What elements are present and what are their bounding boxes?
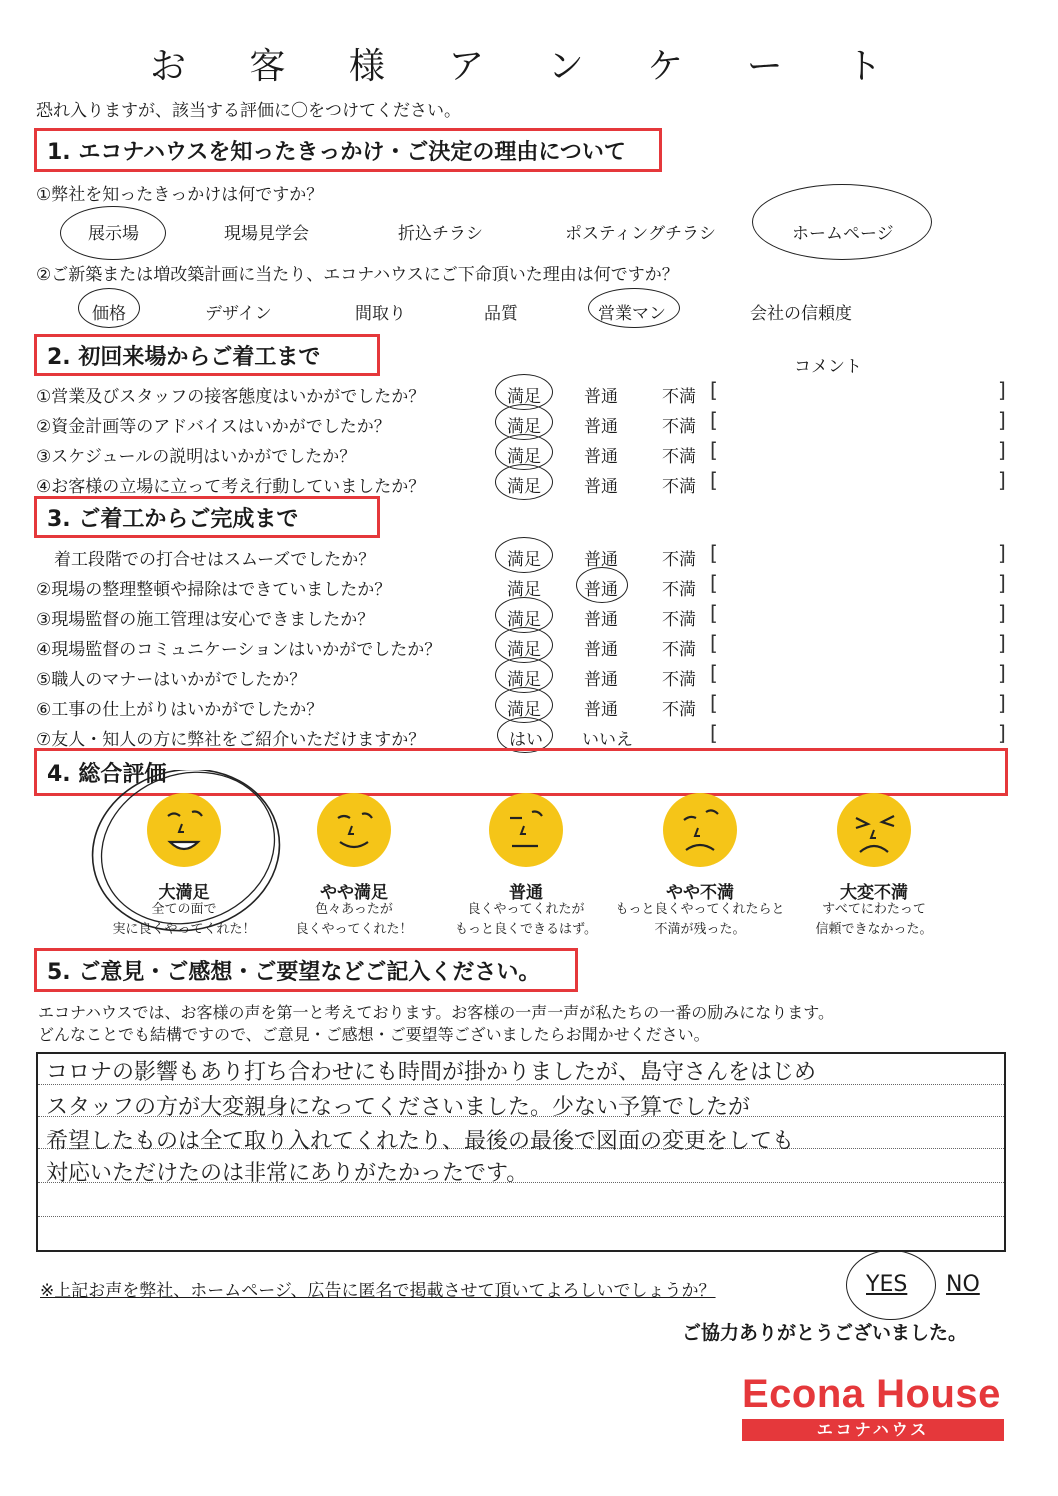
section3-heading: 3. ご着工からご完成まで (34, 496, 380, 538)
hand-circle-yes (846, 1250, 936, 1320)
s2q3-rating-bad[interactable]: 不満 (662, 447, 696, 467)
s3q2-rating-good[interactable]: 満足 (507, 580, 541, 600)
face5-label: 大変不満 (840, 883, 908, 903)
s3q5-rating-good[interactable]: 満足 (507, 670, 541, 690)
face4-sub2: 不満が残った。 (654, 922, 746, 937)
hand-circle-homepage (752, 184, 932, 260)
s2-question4: ④お客様の立場に立って考え行動していましたか？ (36, 477, 426, 497)
s3q5-rating-normal[interactable]: 普通 (584, 670, 618, 690)
comment-column-label: コメント (794, 357, 862, 377)
s2q2-rating-good[interactable]: 満足 (507, 417, 541, 437)
s2-question2: ②資金計画等のアドバイスはいかがでしたか？ (36, 417, 391, 437)
econa-house-logo: Econa House (742, 1372, 1001, 1416)
comment-ruled-line (38, 1216, 1004, 1217)
face2-sub1: 色々あったが (315, 902, 393, 917)
comment-bracket-left: [ (710, 468, 718, 492)
s1q1-option-posting-flyer[interactable]: ポスティングチラシ (565, 224, 716, 244)
econa-house-logo-jp: エコナハウス (742, 1419, 1004, 1441)
comment-bracket-left: [ (710, 438, 718, 462)
comment-bracket-right: ] (998, 601, 1006, 625)
s3-question6: ⑥工事の仕上がりはいかがでしたか？ (36, 700, 324, 720)
s3q1-rating-bad[interactable]: 不満 (662, 550, 696, 570)
s1q1-option-insert-flyer[interactable]: 折込チラシ (398, 224, 483, 244)
comment-bracket-right: ] (998, 661, 1006, 685)
comment-bracket-right: ] (998, 408, 1006, 432)
comment-bracket-right: ] (998, 631, 1006, 655)
consent-question: ※上記お声を弊社、ホームページ、広告に匿名で掲載させて頂いてよろしいでしょうか？ (40, 1281, 716, 1301)
s3q6-rating-normal[interactable]: 普通 (584, 700, 618, 720)
handwritten-comment-line2: スタッフの方が大変親身になってくださいました。少ない予算でしたが (46, 1095, 751, 1120)
s3q3-rating-good[interactable]: 満足 (507, 610, 541, 630)
s2q4-rating-normal[interactable]: 普通 (584, 477, 618, 497)
s2q4-rating-good[interactable]: 満足 (507, 477, 541, 497)
face1-sub2: 実に良くやってくれた！ (112, 922, 256, 937)
handwritten-comment-line1: コロナの影響もあり打ち合わせにも時間が掛かりましたが、島守さんをはじめ (46, 1060, 817, 1085)
comment-bracket-right: ] (998, 438, 1006, 462)
s1-question1: ①弊社を知ったきっかけは何ですか？ (36, 185, 324, 205)
section2-heading: 2. 初回来場からご着工まで (34, 334, 380, 376)
section5-heading: 5. ご意見・ご感想・ご要望などご記入ください。 (34, 948, 578, 992)
face1-label: 大満足 (158, 883, 210, 903)
s2q1-rating-normal[interactable]: 普通 (584, 387, 618, 407)
consent-yes[interactable]: YES (866, 1272, 908, 1297)
comment-bracket-left: [ (710, 691, 718, 715)
satisfied-face-icon (317, 793, 391, 867)
s3q3-rating-normal[interactable]: 普通 (584, 610, 618, 630)
face2-sub2: 良くやってくれた！ (295, 922, 413, 937)
thanks-text: ご協力ありがとうございました。 (682, 1322, 968, 1344)
s3-question7: ⑦友人・知人の方に弊社をご紹介いただけますか？ (36, 730, 426, 750)
s3-question5: ⑤職人のマナーはいかがでしたか？ (36, 670, 307, 690)
face1-sub1: 全ての面で (151, 902, 217, 917)
comment-bracket-left: [ (710, 631, 718, 655)
s2q2-rating-bad[interactable]: 不満 (662, 417, 696, 437)
s3-question4: ④現場監督のコミュニケーションはいかがでしたか？ (36, 640, 442, 660)
comment-bracket-right: ] (998, 468, 1006, 492)
s1q1-option-homepage[interactable]: ホームページ (792, 224, 894, 244)
s1-question2: ②ご新築または増改築計画に当たり、エコナハウスにご下命頂いた理由は何ですか？ (36, 265, 679, 285)
s3q2-rating-bad[interactable]: 不満 (662, 580, 696, 600)
comment-bracket-left: [ (710, 601, 718, 625)
face5-sub1: すべてにわたって (822, 902, 926, 917)
face3-label: 普通 (509, 883, 543, 903)
s2-question1: ①営業及びスタッフの接客態度はいかがでしたか？ (36, 387, 426, 407)
hand-circle-salesperson (588, 288, 680, 328)
s3q7-option-no[interactable]: いいえ (582, 730, 633, 750)
s2q1-rating-bad[interactable]: 不満 (662, 387, 696, 407)
s3q4-rating-bad[interactable]: 不満 (662, 640, 696, 660)
s3q1-rating-normal[interactable]: 普通 (584, 550, 618, 570)
comment-bracket-left: [ (710, 408, 718, 432)
hand-circle-s3q2 (576, 567, 628, 603)
hand-circle-price (78, 288, 140, 328)
comment-bracket-left: [ (710, 541, 718, 565)
comment-bracket-right: ] (998, 721, 1006, 745)
s3q7-option-yes[interactable]: はい (509, 730, 543, 750)
s2q4-rating-bad[interactable]: 不満 (662, 477, 696, 497)
hand-circle-s2q4 (495, 464, 553, 500)
s1q2-option-layout[interactable]: 間取り (355, 304, 406, 324)
s2q3-rating-good[interactable]: 満足 (507, 447, 541, 467)
comment-bracket-right: ] (998, 378, 1006, 402)
hand-circle-showroom (60, 206, 166, 260)
handwritten-comment-line3: 希望したものは全て取り入れてくれたり、最後の最後で図面の変更をしても (46, 1129, 795, 1154)
s3q3-rating-bad[interactable]: 不満 (662, 610, 696, 630)
s3q5-rating-bad[interactable]: 不満 (662, 670, 696, 690)
s3q2-rating-normal[interactable]: 普通 (584, 580, 618, 600)
face2-label: やや満足 (320, 883, 388, 903)
comment-bracket-right: ] (998, 691, 1006, 715)
comment-bracket-left: [ (710, 661, 718, 685)
s2-question3: ③スケジュールの説明はいかがでしたか？ (36, 447, 357, 467)
s3-question2: ②現場の整理整頓や掃除はできていましたか？ (36, 580, 392, 600)
s3-question3: ③現場監督の施工管理は安心できましたか？ (36, 610, 375, 630)
s1q2-option-quality[interactable]: 品質 (484, 304, 518, 324)
face5-sub2: 信頼できなかった。 (815, 922, 933, 937)
section5-desc1: エコナハウスでは、お客様の声を第一と考えております。お客様の一声一声が私たちの一番の励みになります。 (38, 1003, 835, 1022)
section5-desc2: どんなことでも結構ですので、ご意見・ご感想・ご要望等ございましたらお聞かせください。 (38, 1025, 710, 1044)
face4-sub1: もっと良くやってくれたらと (615, 902, 785, 917)
handwritten-comment-line4: 対応いただけたのは非常にありがたかったです。 (46, 1161, 529, 1186)
s1q1-option-showroom[interactable]: 展示場 (88, 224, 139, 244)
s3q1-rating-good[interactable]: 満足 (507, 550, 541, 570)
s1q2-option-price[interactable]: 価格 (92, 304, 126, 324)
comment-bracket-left: [ (710, 721, 718, 745)
s3q6-rating-good[interactable]: 満足 (507, 700, 541, 720)
s1q2-option-design[interactable]: デザイン (205, 304, 272, 324)
s2q3-rating-normal[interactable]: 普通 (584, 447, 618, 467)
intro-text: 恐れ入りますが、該当する評価に〇をつけてください。 (36, 101, 461, 121)
neutral-face-icon (489, 793, 563, 867)
face3-sub2: もっと良くできるはず。 (455, 922, 597, 937)
s3q4-rating-good[interactable]: 満足 (507, 640, 541, 660)
face4-label: やや不満 (666, 883, 734, 903)
s3-question1: 着工段階での打合せはスムーズでしたか？ (54, 550, 376, 570)
s1q1-option-site-tour[interactable]: 現場見学会 (224, 224, 309, 244)
face3-sub1: 良くやってくれたが (467, 902, 585, 917)
very-satisfied-face-icon (147, 793, 221, 867)
hand-circle-s3q1 (495, 537, 553, 573)
very-dissatisfied-face-icon (837, 793, 911, 867)
s3q6-rating-bad[interactable]: 不満 (662, 700, 696, 720)
s1q2-option-salesperson[interactable]: 営業マン (598, 304, 666, 324)
section4-heading: 4. 総合評価 (34, 748, 1008, 796)
consent-no[interactable]: NO (946, 1272, 980, 1297)
s2q1-rating-good[interactable]: 満足 (507, 387, 541, 407)
comment-bracket-left: [ (710, 378, 718, 402)
section1-heading: 1. エコナハウスを知ったきっかけ・ご決定の理由について (34, 128, 662, 172)
comment-bracket-right: ] (998, 541, 1006, 565)
s1q2-option-trust[interactable]: 会社の信頼度 (750, 304, 852, 324)
s2q2-rating-normal[interactable]: 普通 (584, 417, 618, 437)
page-title: お 客 様 ア ン ケ ー ト (149, 46, 909, 87)
dissatisfied-face-icon (663, 793, 737, 867)
comment-bracket-right: ] (998, 571, 1006, 595)
comment-bracket-left: [ (710, 571, 718, 595)
s3q4-rating-normal[interactable]: 普通 (584, 640, 618, 660)
